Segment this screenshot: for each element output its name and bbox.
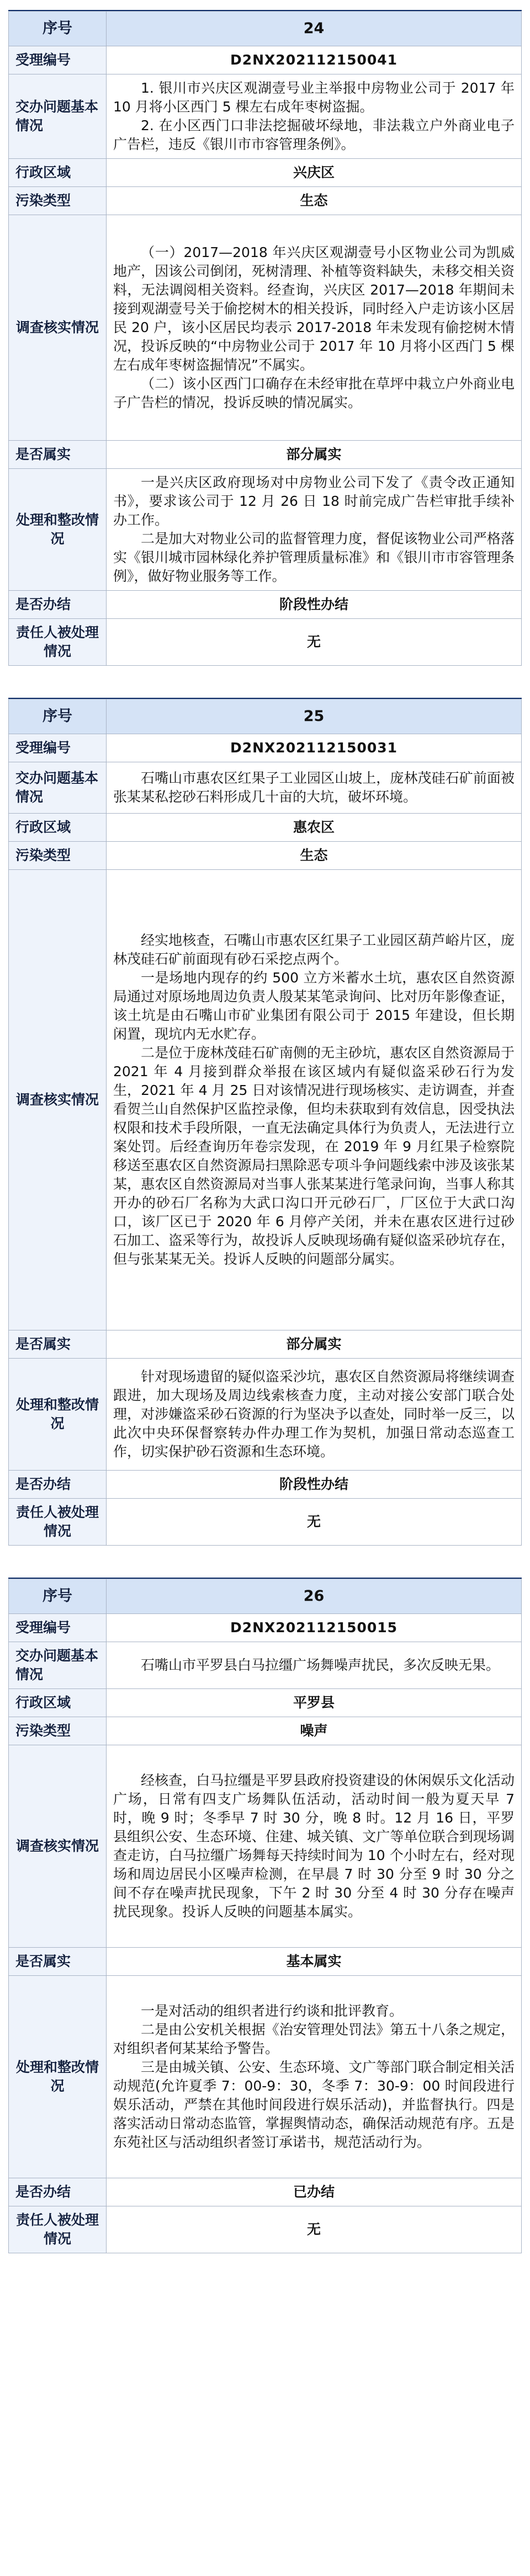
closed-value: 阶段性办结 <box>107 1471 522 1499</box>
issue-label: 交办问题基本情况 <box>9 74 107 159</box>
region-value: 兴庆区 <box>107 159 522 187</box>
paragraph: 2. 在小区西门口非法挖掘破坏绿地，非法栽立户外商业电子广告栏，违反《银川市市容管理条例》。 <box>113 117 515 152</box>
investigation-value <box>107 215 522 441</box>
accept-number-row <box>9 1614 522 1642</box>
handling-row <box>9 1359 522 1471</box>
paragraph: 石嘴山市惠农区红果子工业园区山坡上，庞林茂硅石矿前面被张某某私挖砂石料形成几十亩的大坑，破坏环境。 <box>113 770 515 805</box>
accept_no-label: 受理编号 <box>9 1614 107 1642</box>
verification-row <box>9 1330 522 1359</box>
case-card <box>8 698 522 1546</box>
issue-label: 交办问题基本情况 <box>9 762 107 814</box>
region-row <box>9 159 522 187</box>
pollution_type-label: 污染类型 <box>9 1717 107 1745</box>
investigation-row <box>9 1745 522 1948</box>
investigation-row <box>9 870 522 1330</box>
accept-number-row <box>9 734 522 762</box>
region-label: 行政区域 <box>9 814 107 842</box>
handling-row <box>9 1976 522 2178</box>
paragraph: 二是由公安机关根据《治安管理处罚法》第五十八条之规定，对组织者何某某给予警告。 <box>113 2022 515 2056</box>
handling-value <box>107 1359 522 1471</box>
handling-value <box>107 469 522 591</box>
seq-label: 序号 <box>9 1579 107 1614</box>
accountability-row <box>9 1499 522 1546</box>
accept_no-value: D2NX202112150041 <box>107 46 522 74</box>
issue-value <box>107 1642 522 1689</box>
accountability-value: 无 <box>107 619 522 666</box>
case-table <box>8 1579 522 2253</box>
paragraph: 一是场地内现存的约 500 立方米蓄水土坑，惠农区自然资源局通过对原场地周边负责人殷某某笔录询问、比对历年影像查证，该土坑是由石嘴山市矿业集团有限公司于 2015 年建设，但长期闲置，现坑内无水贮存。 <box>113 970 515 1042</box>
accountability-row <box>9 2206 522 2253</box>
issue-row <box>9 1642 522 1689</box>
pollution_type-label: 污染类型 <box>9 187 107 215</box>
region-row <box>9 814 522 842</box>
region-label: 行政区域 <box>9 159 107 187</box>
closed-label: 是否办结 <box>9 1471 107 1499</box>
is_true-label: 是否属实 <box>9 1948 107 1976</box>
region-row <box>9 1689 522 1717</box>
handling-row <box>9 469 522 591</box>
region-label: 行政区域 <box>9 1689 107 1717</box>
accept_no-value: D2NX202112150015 <box>107 1614 522 1642</box>
accept-number-row <box>9 46 522 74</box>
seq-label: 序号 <box>9 699 107 734</box>
paragraph: 石嘴山市平罗县白马拉缰广场舞噪声扰民，多次反映无果。 <box>141 1657 500 1673</box>
case-table <box>8 11 522 666</box>
accountability-value: 无 <box>107 2206 522 2253</box>
issue-value <box>107 74 522 159</box>
investigation-label: 调查核实情况 <box>9 215 107 441</box>
paragraph: 一是兴庆区政府现场对中房物业公司下发了《责令改正通知书》，要求该公司于 12 月 26 日 18 时前完成广告栏审批手续补办工作。 <box>113 474 515 528</box>
handling-label: 处理和整改情况 <box>9 1359 107 1471</box>
closed-row <box>9 2178 522 2206</box>
accept_no-label: 受理编号 <box>9 46 107 74</box>
pollution_type-value: 噪声 <box>107 1717 522 1745</box>
closed-row <box>9 1471 522 1499</box>
accountability-value: 无 <box>107 1499 522 1546</box>
case-card <box>8 1578 522 2253</box>
pollution_type-value: 生态 <box>107 187 522 215</box>
paragraph: （一）2017—2018 年兴庆区观湖壹号小区物业公司为凯威地产，因该公司倒闭，死树清理、补植等资料缺失，未移交相关资料，无法调阅相关资料。经查询，兴庆区 2017—2018 年期间未接到观湖壹号关于偷挖树木的相关投诉，同时经入户走访该小区居民 20 户，该小区居民均表示 2017-2018 年未发现有偷挖树木情况，投诉反映的“中房物业公司于 2017 年 10 月将小区西门 5 棵左右成年枣树盗掘情况”不属实。 <box>113 244 515 373</box>
pollution-type-row <box>9 842 522 870</box>
verification-row <box>9 441 522 469</box>
case-card <box>8 10 522 666</box>
sequence-row <box>9 1579 522 1614</box>
accountability-label: 责任人被处理情况 <box>9 2206 107 2253</box>
pollution-type-row <box>9 1717 522 1745</box>
closed-label: 是否办结 <box>9 591 107 619</box>
investigation-value <box>107 1745 522 1948</box>
accountability-label: 责任人被处理情况 <box>9 1499 107 1546</box>
paragraph: 二是加大对物业公司的监督管理力度，督促该物业公司严格落实《银川城市园林绿化养护管理质量标准》和《银川市市容管理条例》，做好物业服务等工作。 <box>113 531 515 584</box>
accountability-row <box>9 619 522 666</box>
paragraph: 三是由城关镇、公安、生态环境、文广等部门联合制定相关活动规范(允许夏季 7：00-9：30，冬季 7：30-9：00 时间段进行娱乐活动，严禁在其他时间段进行娱乐活动)，并监督执行。四是落实活动日常动态监管，掌握舆情动态，确保活动规范有序。五是东苑社区与活动组织者签订承诺书，规范活动行为。 <box>113 2059 515 2150</box>
investigation-label: 调查核实情况 <box>9 870 107 1330</box>
paragraph: 1. 银川市兴庆区观湖壹号业主举报中房物业公司于 2017 年 10 月将小区西门 5 棵左右成年枣树盗掘。 <box>113 80 515 115</box>
pollution_type-label: 污染类型 <box>9 842 107 870</box>
is_true-label: 是否属实 <box>9 1330 107 1359</box>
issue-value <box>107 762 522 814</box>
pollution_type-value: 生态 <box>107 842 522 870</box>
paragraph: 经实地核查，石嘴山市惠农区红果子工业园区葫芦峪片区，庞林茂硅石矿前面现有砂石采挖点两个。 <box>113 932 515 967</box>
investigation-row <box>9 215 522 441</box>
seq-value: 25 <box>107 699 522 734</box>
sequence-row <box>9 12 522 46</box>
closed-value: 已办结 <box>107 2178 522 2206</box>
pollution-type-row <box>9 187 522 215</box>
sequence-row <box>9 699 522 734</box>
paragraph: 针对现场遗留的疑似盗采沙坑，惠农区自然资源局将继续调查跟进，加大现场及周边线索核查力度，主动对接公安部门联合处理，对涉嫌盗采砂石资源的行为坚决予以查处，同时举一反三，以此次中央环保督察转办件办理工作为契机，加强日常动态巡查工作，切实保护砂石资源和生态环境。 <box>113 1369 515 1460</box>
paragraph: 一是对活动的组织者进行约谈和批评教育。 <box>141 2003 404 2019</box>
handling-value <box>107 1976 522 2178</box>
is_true-value: 部分属实 <box>107 441 522 469</box>
accountability-label: 责任人被处理情况 <box>9 619 107 666</box>
accept_no-value: D2NX202112150031 <box>107 734 522 762</box>
accept_no-label: 受理编号 <box>9 734 107 762</box>
paragraph: 经核查，白马拉缰是平罗县政府投资建设的休闲娱乐文化活动广场，日常有四支广场舞队伍活动，活动时间一般为夏天早 7 时，晚 9 时；冬季早 7 时 30 分，晚 8 时。12 月 16 日，平罗县组织公安、生态环境、住建、城关镇、文广等单位联合到现场调查走访，白马拉缰广场舞每天持续时间为 10 个小时左右，经对现场和周边居民小区噪声检测，在早晨 7 时 30 分至 9 时 30 分之间不存在噪声扰民现象，下午 2 时 30 分至 4 时 30 分存在噪声扰民现象。投诉人反映的问题基本属实。 <box>113 1772 515 1920</box>
case-table <box>8 699 522 1546</box>
region-value: 平罗县 <box>107 1689 522 1717</box>
seq-value: 24 <box>107 12 522 46</box>
is_true-label: 是否属实 <box>9 441 107 469</box>
investigation-value <box>107 870 522 1330</box>
seq-label: 序号 <box>9 12 107 46</box>
is_true-value: 基本属实 <box>107 1948 522 1976</box>
issue-row <box>9 74 522 159</box>
issue-row <box>9 762 522 814</box>
closed-label: 是否办结 <box>9 2178 107 2206</box>
closed-row <box>9 591 522 619</box>
investigation-label: 调查核实情况 <box>9 1745 107 1948</box>
paragraph: （二）该小区西门口确存在未经审批在草坪中栽立户外商业电子广告栏的情况，投诉反映的情况属实。 <box>113 376 515 410</box>
region-value: 惠农区 <box>107 814 522 842</box>
handling-label: 处理和整改情况 <box>9 1976 107 2178</box>
seq-value: 26 <box>107 1579 522 1614</box>
verification-row <box>9 1948 522 1976</box>
paragraph: 二是位于庞林茂硅石矿南侧的无主砂坑，惠农区自然资源局于 2021 年 4 月接到群众举报在该区域内有疑似盗采砂石行为发生，2021 年 4 月 25 日对该情况进行现场核实、走访调查，并查看贺兰山自然保护区监控录像，但均未获取到有效信息，因受执法权限和技术手段所限，一直无法确定具体行为负责人，无法进行立案处罚。后经查询历年卷宗发现，在 2019 年 9 月红果子检察院移送至惠农区自然资源局扫黑除恶专项斗争问题线索中涉及该张某某，惠农区自然资源局对当事人张某某进行笔录问询，当事人称其开办的砂石厂名称为大武口沟口开元砂石厂，厂区位于大武口沟口，该厂区已于 2020 年 6 月停产关闭，并未在惠农区进行过砂石加工、盗采等行为，故投诉人反映现场确有疑似盗采砂坑存在，但与张某某无关。投诉人反映的问题部分属实。 <box>113 1045 515 1267</box>
handling-label: 处理和整改情况 <box>9 469 107 591</box>
is_true-value: 部分属实 <box>107 1330 522 1359</box>
issue-label: 交办问题基本情况 <box>9 1642 107 1689</box>
closed-value: 阶段性办结 <box>107 591 522 619</box>
